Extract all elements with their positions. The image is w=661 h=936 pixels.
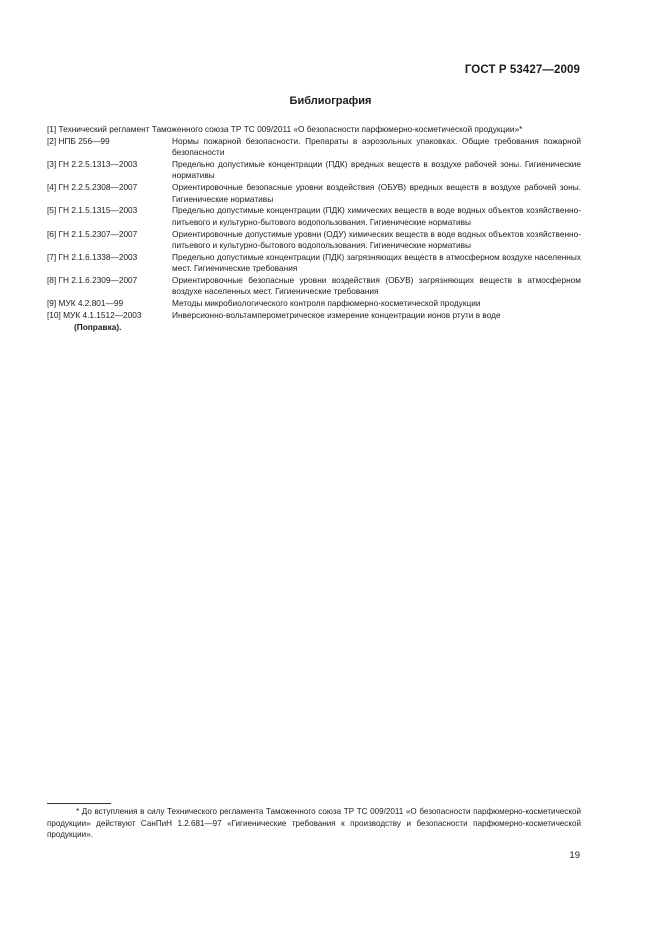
bibliography-entry-ref: [4] ГН 2.2.5.2308—2007: [47, 182, 138, 193]
bibliography-entry-ref: [9] МУК 4.2.801—99: [47, 298, 124, 309]
bibliography-entry-text: Ориентировочные безопасные уровни воздействия (ОБУВ) загрязняющих веществ в атмосферном воздухе населенных мест. Гигиенические требования: [172, 275, 581, 297]
bibliography-entry-text: Нормы пожарной безопасности. Препараты в аэрозольных упаковках. Общие требования пожарной безопасности: [172, 135, 581, 158]
amendment-note: (Поправка).: [74, 321, 122, 332]
bibliography-entry-text: Методы микробиологического контроля парфюмерно-косметической продукции: [172, 298, 481, 309]
bibliography-entry: [47, 252, 581, 275]
bibliography-entry-text: [1] Технический регламент Таможенного союза ТР ТС 009/2011 «О безопасности парфюмерно-косметической продукции»*: [47, 124, 523, 134]
bibliography-entry-ref: [6] ГН 2.1.5.2307—2007: [47, 228, 138, 239]
bibliography-entry-ref: [2] НПБ 256—99: [47, 135, 110, 146]
bibliography-entry-ref: [3] ГН 2.2.5.1313—2003: [47, 159, 138, 169]
footnote-divider: [47, 803, 111, 804]
section-title: Библиография: [289, 95, 372, 107]
bibliography-entry-ref: [8] ГН 2.1.6.2309—2007: [47, 275, 138, 286]
bibliography-entry-text: Предельно допустимые концентрации (ПДК) химических веществ в воде водных объектов хозяйственно-питьевого и культурно-бытового водопользования. Гигиенические нормативы: [172, 205, 581, 227]
bibliography-list: [47, 124, 581, 333]
bibliography-entry: [47, 229, 581, 252]
bibliography-entry-text: Инверсионно-вольтамперометрическое измерение концентрации ионов ртути в воде: [172, 310, 501, 321]
bibliography-entry: [47, 182, 581, 205]
bibliography-entry: [47, 205, 581, 228]
bibliography-entry-text: Ориентировочные безопасные уровни воздействия (ОБУВ) вредных веществ в воздухе рабочей зоны. Гигиенические нормативы: [172, 182, 581, 204]
bibliography-entry-text: Ориентировочные допустимые уровни (ОДУ) химических веществ в воде водных объектов хозяйственно-питьевого и культурно-бытового водопользования. Гигиенические нормативы: [172, 228, 581, 251]
standard-code: ГОСТ Р 53427—2009: [464, 64, 580, 76]
bibliography-entry-ref: [10] МУК 4.1.1512—2003: [47, 310, 142, 321]
footnote: * До вступления в силу Технического регламента Таможенного союза ТР ТС 009/2011 «О безопасности парфюмерно-косметической продукции» действуют СанПиН 1.2.681—97 «Гигиенические требования к производству и безопасности парфюмерно-косметической продукции».: [47, 807, 581, 839]
bibliography-entry: [47, 275, 581, 298]
bibliography-entry-text: Предельно допустимые концентрации (ПДК) загрязняющих веществ в атмосферном воздухе населенных мест. Гигиенические требования: [172, 251, 581, 274]
page-number: 19: [569, 850, 580, 861]
bibliography-entry: [47, 136, 581, 159]
bibliography-entry: [47, 159, 581, 182]
bibliography-entry: [47, 298, 581, 309]
bibliography-entry-text: Предельно допустимые концентрации (ПДК) вредных веществ в воздухе рабочей зоны. Гигиенические нормативы: [172, 159, 581, 181]
bibliography-entry: [47, 310, 581, 321]
bibliography-entry-ref: [7] ГН 2.1.6.1338—2003: [47, 251, 138, 262]
bibliography-entry-ref: [5] ГН 2.1.5.1315—2003: [47, 205, 138, 216]
bibliography-entry: [47, 124, 581, 135]
